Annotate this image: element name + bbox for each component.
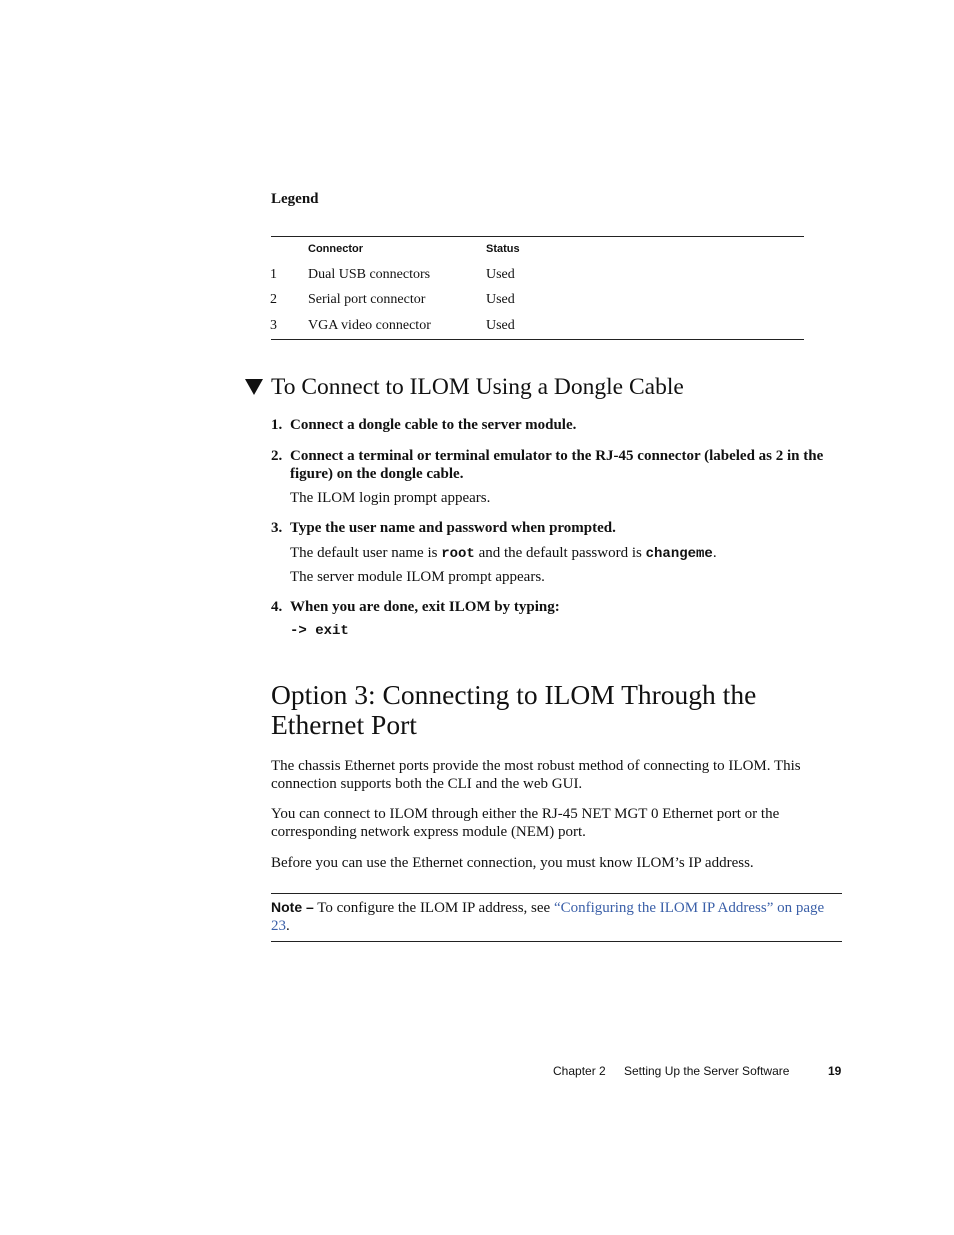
step-3 xyxy=(271,519,841,537)
section-paragraph-3: Before you can use the Ethernet connection, you must know ILOM’s IP address. xyxy=(271,855,754,871)
detail-prefix: The default user name is xyxy=(290,545,442,561)
procedure-heading xyxy=(245,374,684,401)
step-text: When you are done, exit ILOM by typing: xyxy=(290,599,560,615)
detail-suffix: . xyxy=(712,545,717,561)
step-4 xyxy=(271,598,841,616)
legend-title: Legend xyxy=(271,191,319,207)
table-top-rule xyxy=(271,236,804,237)
section-heading: Option 3: Connecting to ILOM Through the Ethernet Port xyxy=(271,679,757,740)
step-number: 4. xyxy=(271,599,283,615)
step-number: 3. xyxy=(271,520,283,536)
note-bottom-rule xyxy=(271,941,842,942)
column-header-status: Status xyxy=(486,243,520,255)
row-number: 2 xyxy=(270,292,277,307)
procedure-heading-text: To Connect to ILOM Using a Dongle Cable xyxy=(271,374,684,400)
default-username: root xyxy=(441,546,475,562)
step-text: Type the user name and password when prompted. xyxy=(290,520,616,536)
section-paragraph-2: You can connect to ILOM through either the RJ-45 NET MGT 0 Ethernet port or the corresponding network express module (NEM) port. xyxy=(271,806,780,840)
connector-cell: Dual USB connectors xyxy=(308,267,431,282)
step-1 xyxy=(271,416,841,434)
connector-cell: VGA video connector xyxy=(308,318,431,333)
status-cell: Used xyxy=(486,318,515,333)
triangle-down-icon xyxy=(245,379,263,395)
page-number: 19 xyxy=(828,1064,842,1078)
footer-title: Setting Up the Server Software xyxy=(624,1064,790,1078)
row-number: 1 xyxy=(270,267,277,282)
step-number: 2. xyxy=(271,448,283,464)
step-text: Connect a terminal or terminal emulator to the RJ-45 connector (labeled as 2 in the figure) on the dongle cable. xyxy=(290,448,824,482)
section-paragraph-1: The chassis Ethernet ports provide the most robust method of connecting to ILOM. This connection supports both the CLI and the web GUI. xyxy=(271,758,801,792)
status-cell: Used xyxy=(486,267,515,282)
note-suffix: . xyxy=(286,918,290,934)
status-cell: Used xyxy=(486,292,515,307)
note-text: To configure the ILOM IP address, see xyxy=(313,900,554,916)
column-header-connector: Connector xyxy=(308,243,363,255)
default-password: changeme xyxy=(645,546,713,562)
footer-chapter: Chapter 2 xyxy=(553,1064,606,1078)
step-number: 1. xyxy=(271,417,283,433)
table-bottom-rule xyxy=(271,339,804,340)
step-2 xyxy=(271,447,841,483)
connector-cell: Serial port connector xyxy=(308,292,426,307)
note-label: Note – xyxy=(271,899,314,915)
step-2-result: The ILOM login prompt appears. xyxy=(290,490,491,506)
step-3-result: The server module ILOM prompt appears. xyxy=(290,569,545,585)
config-ip-link[interactable]: “Configuring the ILOM IP Address” on page 23 xyxy=(271,900,825,934)
note-top-rule xyxy=(271,893,842,894)
row-number: 3 xyxy=(270,318,277,333)
exit-command: -> exit xyxy=(290,623,349,639)
step-text: Connect a dongle cable to the server module. xyxy=(290,417,577,433)
note xyxy=(271,898,841,935)
step-3-detail xyxy=(290,544,717,563)
detail-middle: and the default password is xyxy=(474,545,646,561)
